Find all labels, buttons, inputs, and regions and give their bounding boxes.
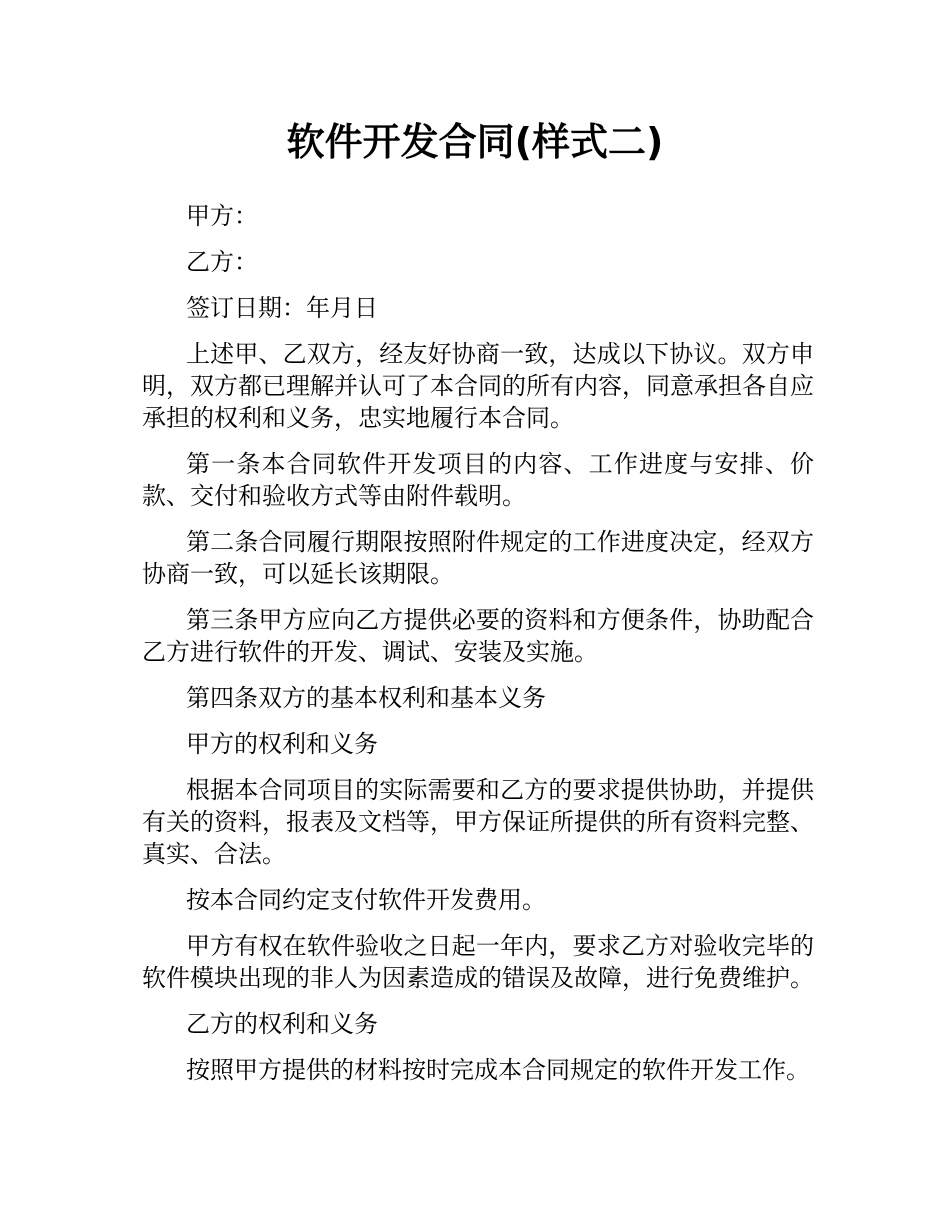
document-body: [142, 200, 814, 1100]
signing-date-line: 签订日期：年月日: [186, 294, 378, 322]
party-b-rights-heading: 乙方的权利和义务: [186, 1010, 378, 1038]
party-a-clause-2: 按本合同约定支付软件开发费用。: [186, 886, 546, 914]
party-a-rights-heading: 甲方的权利和义务: [186, 730, 378, 758]
party-b-clause-1: 按照甲方提供的材料按时完成本合同规定的软件开发工作。: [186, 1056, 810, 1084]
preamble-paragraph: 上述甲、乙双方，经友好协商一致，达成以下协议。双方申明，双方都已理解并认可了本合同的所有内容，同意承担各自应承担的权利和义务，忠实地履行本合同。: [142, 340, 814, 432]
article-2-paragraph: 第二条合同履行期限按照附件规定的工作进度决定，经双方协商一致，可以延长该期限。: [142, 528, 814, 588]
party-a-clause-1: 根据本合同项目的实际需要和乙方的要求提供协助，并提供有关的资料，报表及文档等，甲方保证所提供的所有资料完整、真实、合法。: [142, 776, 814, 868]
article-4-heading: 第四条双方的基本权利和基本义务: [186, 684, 546, 712]
party-b-line: 乙方：: [186, 248, 258, 276]
article-1-paragraph: 第一条本合同软件开发项目的内容、工作进度与安排、价款、交付和验收方式等由附件载明。: [142, 450, 814, 510]
article-3-paragraph: 第三条甲方应向乙方提供必要的资料和方便条件，协助配合乙方进行软件的开发、调试、安装及实施。: [142, 606, 814, 666]
page-title: 软件开发合同(样式二): [286, 120, 664, 164]
party-a-line: 甲方：: [186, 202, 258, 230]
party-a-clause-3: 甲方有权在软件验收之日起一年内，要求乙方对验收完毕的软件模块出现的非人为因素造成的错误及故障，进行免费维护。: [142, 932, 814, 992]
